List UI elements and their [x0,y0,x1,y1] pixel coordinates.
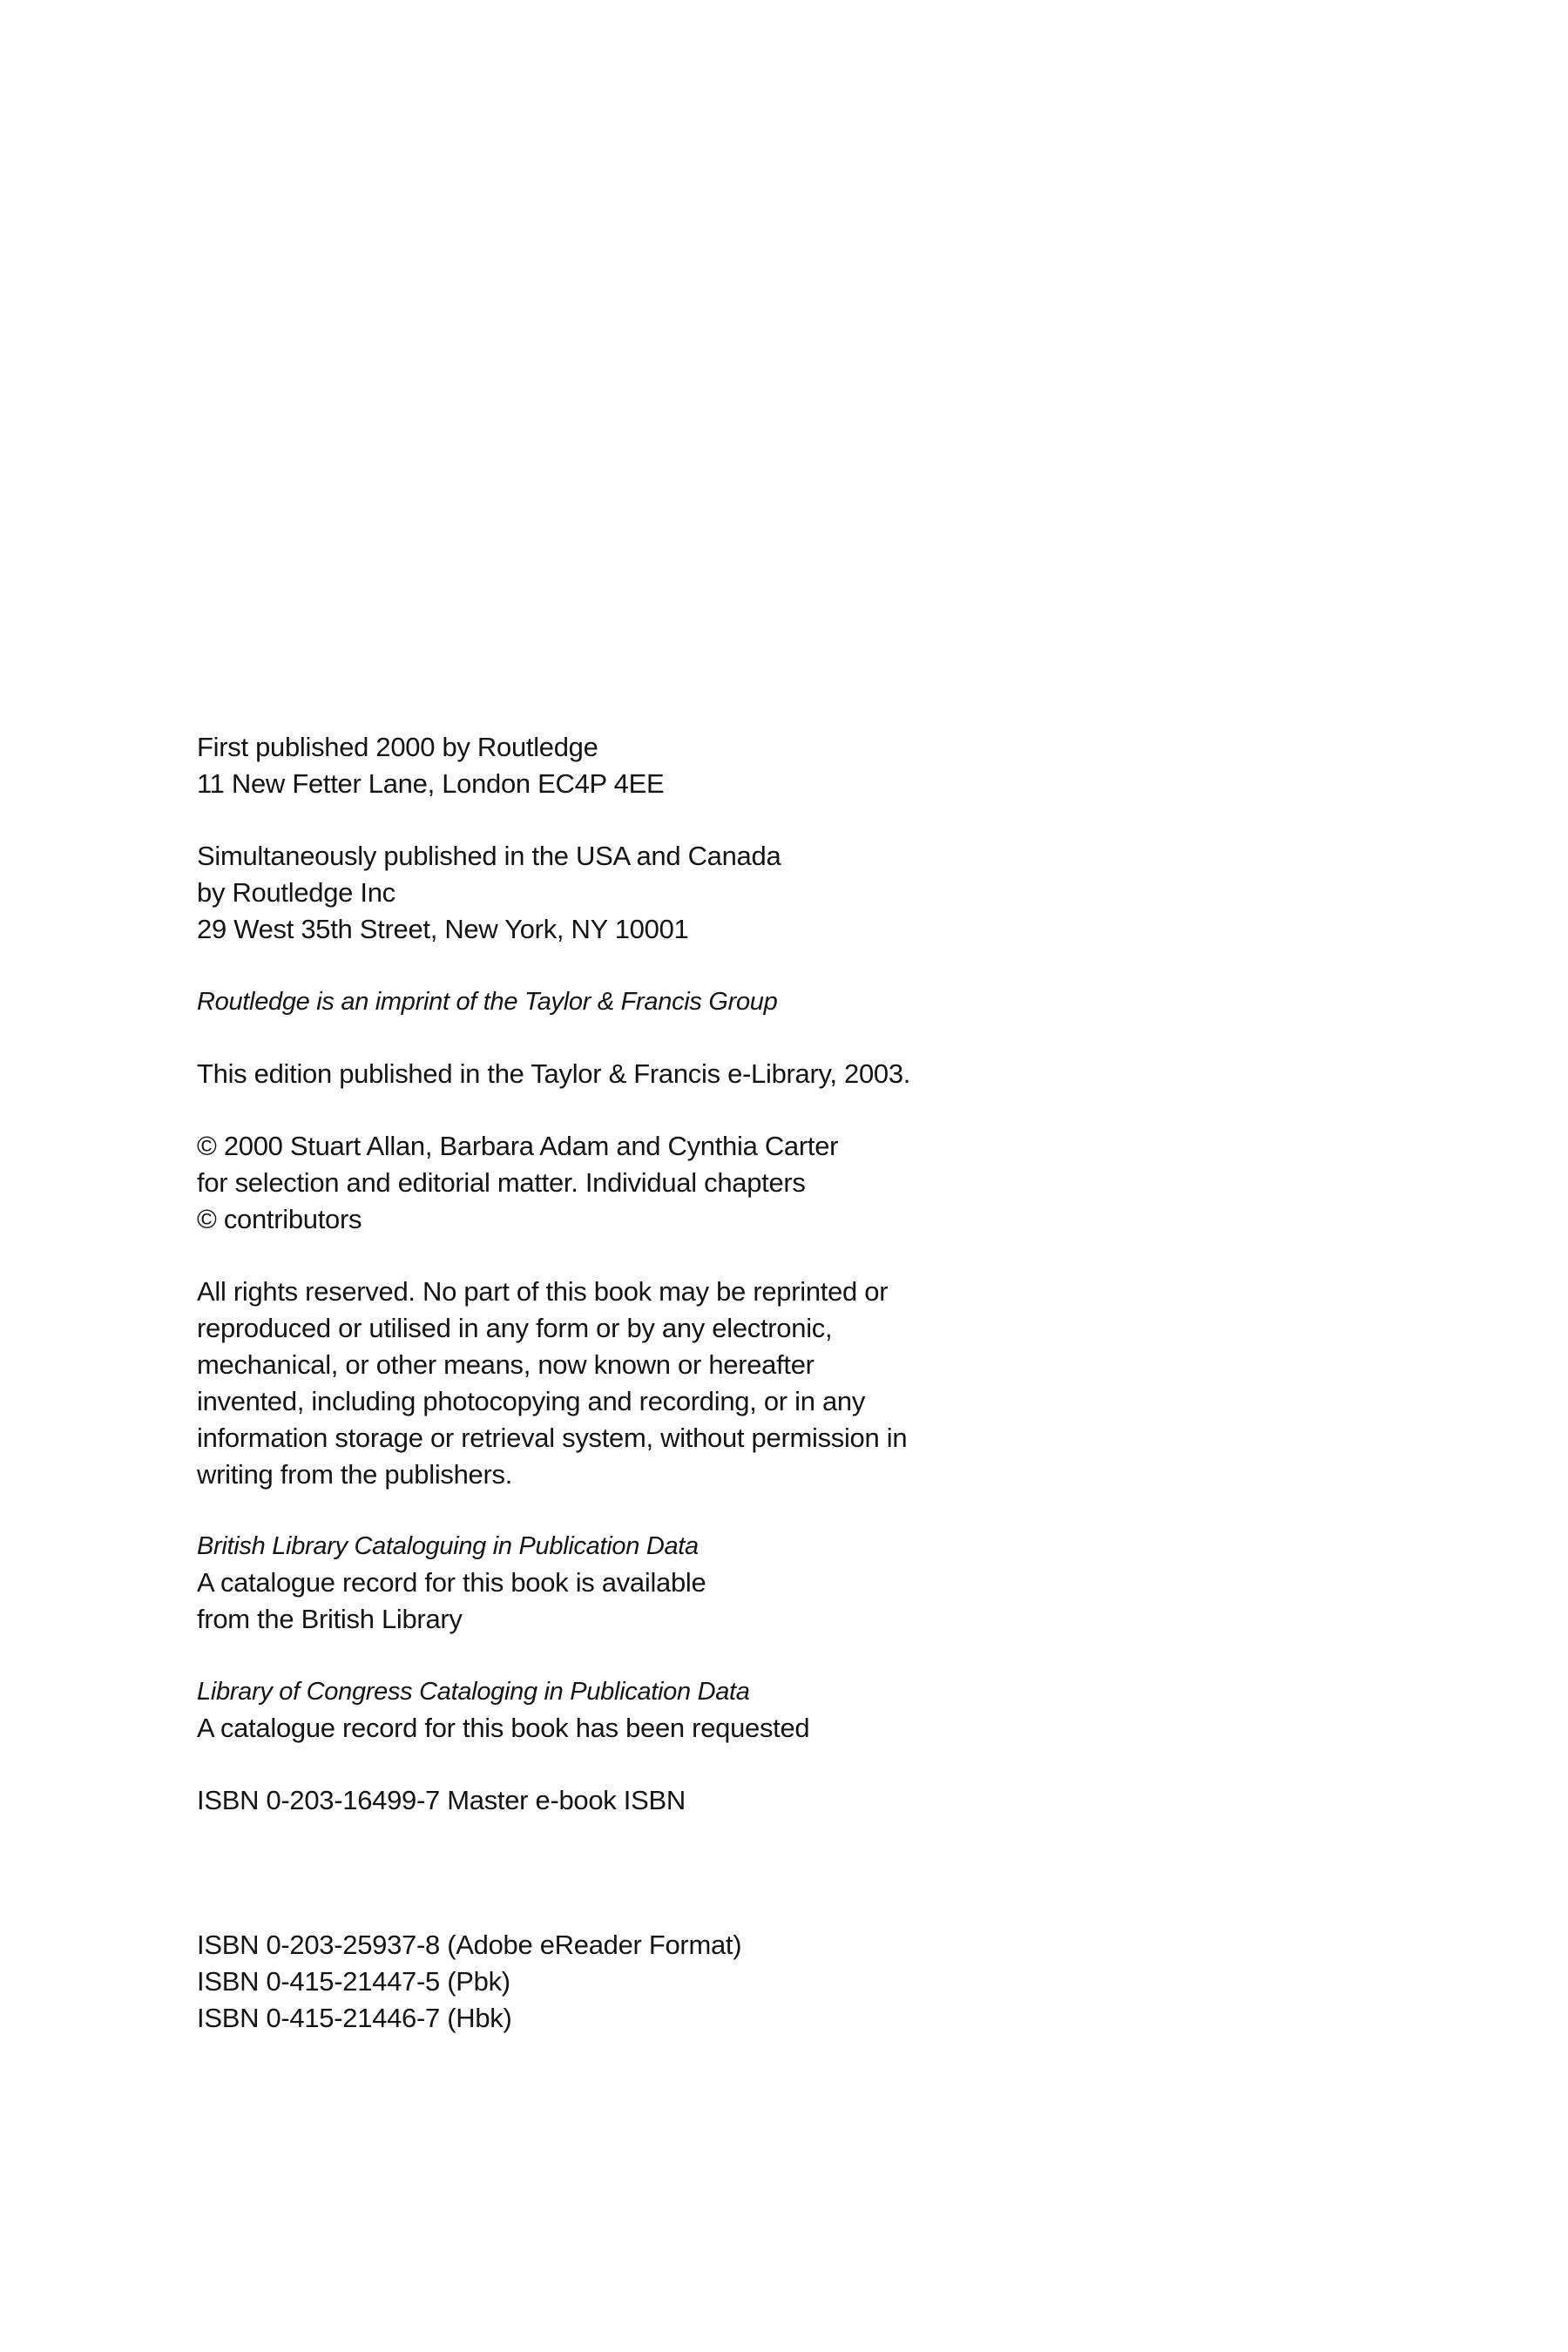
rights-line: reproduced or utilised in any form or by any electronic, [197,1313,833,1343]
simultaneous-line-3: 29 West 35th Street, New York, NY 10001 [197,914,689,944]
isbn-line: ISBN 0-415-21446-7 (Hbk) [197,2003,512,2033]
isbn-line: ISBN 0-203-25937-8 (Adobe eReader Format) [197,1930,742,1960]
british-library-heading: British Library Cataloguing in Publication Data [197,1532,699,1560]
simultaneous-line-2: by Routledge Inc [197,877,395,908]
rights-line: information storage or retrieval system, without permission in [197,1423,908,1453]
library-of-congress-line-1: A catalogue record for this book has been requested [197,1713,810,1743]
isbn-list-block [197,1927,1068,2037]
simultaneous-publication-block [197,838,1068,948]
british-library-block [197,1528,1068,1638]
imprint-statement [197,983,1068,1020]
edition-statement [197,1056,1068,1092]
rights-block [197,1274,1068,1493]
british-library-line-2: from the British Library [197,1604,463,1634]
simultaneous-line-1: Simultaneously published in the USA and Canada [197,841,781,871]
library-of-congress-heading: Library of Congress Cataloging in Publication Data [197,1678,750,1706]
library-of-congress-block [197,1673,1068,1747]
british-library-line-1: A catalogue record for this book is available [197,1567,706,1598]
isbn-master-block [197,1782,1068,1819]
rights-line: All rights reserved. No part of this book may be reprinted or [197,1276,889,1307]
copyright-line-2: for selection and editorial matter. Individual chapters [197,1167,806,1198]
rights-line: mechanical, or other means, now known or hereafter [197,1349,814,1380]
publisher-address-line: 11 New Fetter Lane, London EC4P 4EE [197,768,665,799]
publisher-block [197,729,1068,802]
rights-line: invented, including photocopying and recording, or in any [197,1386,866,1416]
imprint-line: Routledge is an imprint of the Taylor & Francis Group [197,988,778,1016]
copyright-block [197,1128,1068,1238]
edition-line: This edition published in the Taylor & Francis e-Library, 2003. [197,1058,911,1089]
copyright-line-3: © contributors [197,1204,362,1234]
isbn-master-line: ISBN 0-203-16499-7 Master e-book ISBN [197,1785,686,1815]
first-published-line: First published 2000 by Routledge [197,732,598,762]
isbn-line: ISBN 0-415-21447-5 (Pbk) [197,1966,510,1997]
rights-line: writing from the publishers. [197,1459,513,1490]
copyright-line-1: © 2000 Stuart Allan, Barbara Adam and Cynthia Carter [197,1131,839,1161]
